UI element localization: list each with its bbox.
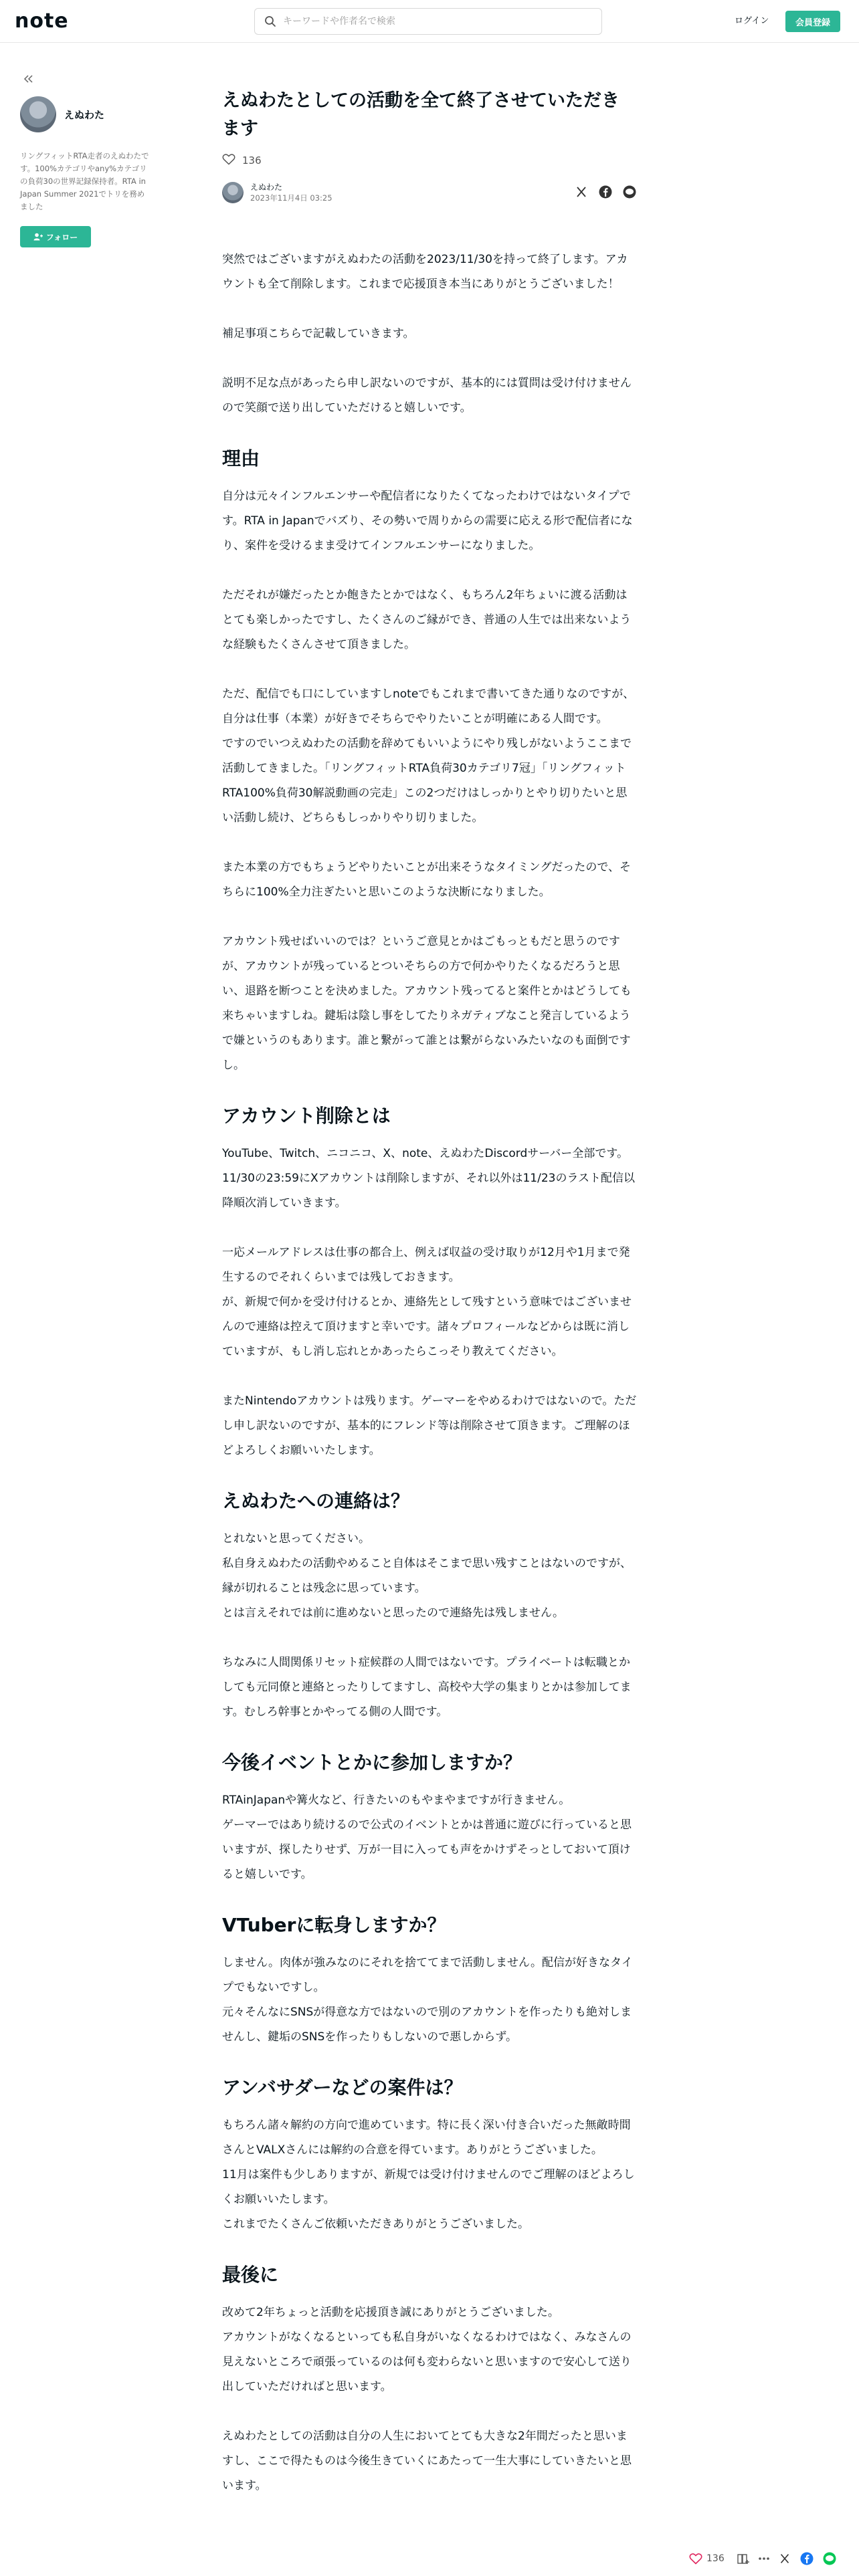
avatar[interactable]: [20, 96, 56, 132]
paragraph: 改めて2年ちょっと活動を応援頂き誠にありがとうございました。 アカウントがなくなるといっても私自身がいなくなるわけではなく、みなさんの見えないところで頑張っているのは何も変わらないと思いますので安心して送り出していただければと思います。: [222, 2306, 632, 2393]
site-header: [0, 0, 859, 43]
floating-like-button[interactable]: [689, 2553, 729, 2565]
paragraph: しません。肉体が強みなのにそれを捨ててまで活動しません。配信が好きなタイプでもないですし。 元々そんなにSNSが得意な方ではないので別のアカウントを作ったりも絶対しませんし、鍵垢のSNSを作ったりもしないので悪しからず。: [222, 1956, 633, 2044]
paragraph: 一応メールアドレスは仕事の都合上、例えば収益の受け取りが12月や1月まで発生するのでそれくらいまでは残しておきます。 が、新規で何かを受け付けるとか、連絡先として残すという意味ではございませんので連絡は控えて頂けますと幸いです。諸々プロフィールなどからは既に消していますが、もし消し忘れとかあったらこっそり教えてください。: [222, 1246, 632, 1358]
x-share-icon[interactable]: [778, 2552, 791, 2565]
follow-button[interactable]: [20, 226, 91, 247]
sidebar-author-name[interactable]: えぬわた: [64, 108, 105, 121]
section-heading: 理由: [222, 447, 260, 469]
paragraph: アカウント残せばいいのでは？というご意見とかはごもっともだと思うのですが、アカウントが残っているとついそちらの方で何かやりたくなるだろうと思い、退路を断つことを決めました。アカウント残ってると案件とかはどうしても来ちゃいますしね。鍵垢は陰し事をしてたりネガティブなこと発言しているようで嫌というのもあります。誰と繋がって誰とは繋がらないみたいなのも面倒ですし。: [222, 935, 632, 1072]
facebook-share-icon[interactable]: [598, 185, 613, 199]
login-button[interactable]: ログイン: [723, 11, 781, 32]
paragraph: 突然ではございますがえぬわたの活動を2023/11/30を持って終了します。アカウントも全て削除します。これまで応援頂き本当にありがとうございました！: [222, 253, 628, 291]
paragraph: また本業の方でもちょうどやりたいことが出来そうなタイミングだったので、そちらに100%全力注ぎたいと思いこのような決断になりました。: [222, 861, 631, 899]
avatar[interactable]: [222, 182, 244, 203]
signup-button[interactable]: 会員登録: [785, 11, 840, 32]
x-share-icon[interactable]: [574, 185, 589, 199]
facebook-share-icon[interactable]: [799, 2551, 814, 2566]
paragraph: ただ、配信でも口にしていますしnoteでもこれまで書いてきた通りなのですが、自分は仕事（本業）が好きでそちらでやりたいことが明確にある人間です。 ですのでいつえぬわたの活動を辞めてもいいようにやり残しがないようここまで活動してきました。「リングフィットRTA負荷30カテゴリ7冠」「リングフィットRTA100%負荷30解説動画の完走」この2つだけはしっかりとやり切りたいと思い活動し続け、どちらもしっかりやり切りました。: [222, 687, 635, 825]
paragraph: 説明不足な点があったら申し訳ないのですが、基本的には質問は受け付けませんので笑顔で送り出していただけると嬉しいです。: [222, 377, 632, 415]
line-share-icon[interactable]: [622, 185, 637, 199]
sidebar-author[interactable]: [20, 96, 104, 132]
paragraph: またNintendoアカウントは残ります。ゲーマーをやめるわけではないので。ただし申し訳ないのですが、基本的にフレンド等は削除させて頂きます。ご理解のほどよろしくお願いいたします。: [222, 1394, 637, 1457]
section-heading: えぬわたへの連絡は？: [222, 1490, 410, 1512]
like-count: 136: [242, 154, 262, 167]
likes-row: [222, 152, 637, 169]
floating-action-bar: [689, 2541, 859, 2576]
section-heading: アンバサダーなどの案件は？: [222, 2076, 463, 2099]
paragraph: えぬわたとしての活動は自分の人生においてとても大きな2年間だったと思いますし、ここで得たものは今後生きていくにあたって一生大事にしていきたいと思います。: [222, 2430, 632, 2492]
paragraph: YouTube、Twitch、ニコニコ、X、note、えぬわたDiscordサーバー全部です。 11/30の23:59にXアカウントは削除しますが、それ以外は11/23のラスト配信以降順次消していきます。: [222, 1147, 635, 1210]
line-share-icon[interactable]: [822, 2551, 837, 2566]
section-heading: 最後に: [222, 2264, 279, 2286]
search-input[interactable]: [283, 16, 591, 27]
author-description: リングフィットRTA走者のえぬわたです。100%カテゴリやany%カテゴリの負荷30の世界記録保持者。RTA in Japan Summer 2021でトリを務めました: [20, 151, 149, 211]
paragraph: ちなみに人間関係リセット症候群の人間ではないです。プライベートは転職とかしても元同僚と連絡とったりしてますし、高校や大学の集まりとかは参加してます。むしろ幹事とかやってる側の人間です。: [222, 1656, 632, 1719]
paragraph: 自分は元々インフルエンサーや配信者になりたくてなったわけではないタイプです。RTA in Japanでバズり、その勢いで周りからの需要に応える形で配信者になり、案件を受けるまま受けてインフルエンサーになりました。: [222, 490, 633, 552]
article-body: [222, 247, 637, 2498]
article-title: えぬわたとしての活動を全て終了させていただきます: [222, 90, 619, 139]
paragraph: 補足事項こちらで記載していきます。: [222, 327, 415, 340]
add-user-icon: [33, 233, 43, 241]
article: [222, 87, 637, 2523]
magazine-add-icon[interactable]: [737, 2552, 750, 2565]
follow-label: フォロー: [45, 232, 78, 242]
section-heading: 今後イベントとかに参加しますか？: [222, 1751, 522, 1774]
heart-icon[interactable]: [222, 153, 235, 168]
more-options-icon[interactable]: [758, 2557, 770, 2561]
section-heading: アカウント削除とは: [222, 1105, 391, 1127]
share-buttons: [574, 185, 637, 199]
search-box[interactable]: [254, 8, 602, 35]
paragraph: ただそれが嫌だったとか飽きたとかではなく、もちろん2年ちょいに渡る活動はとても楽しかったですし、たくさんのご縁ができ、普通の人生では出来ないような経験もたくさんさせて頂きました。: [222, 588, 632, 651]
paragraph: もちろん諸々解約の方向で進めています。特に長く深い付き合いだった無敵時間さんとVALXさんには解約の合意を得ています。ありがとうございました。 11月は案件も少しありますが、新規では受け付けませんのでご理解のほどよろしくお願いいたします。 これまでたくさんご依頼いただきありがとうございました。: [222, 2119, 635, 2231]
collapse-sidebar-icon[interactable]: [21, 72, 35, 86]
byline: [222, 179, 637, 206]
byline-author-name[interactable]: えぬわた: [250, 183, 283, 192]
publish-date: 2023年11月4日 03:25: [250, 193, 332, 203]
search-icon: [264, 15, 276, 27]
heart-icon: [689, 2553, 702, 2565]
note-logo[interactable]: note: [15, 9, 69, 33]
paragraph: とれないと思ってください。 私自身えぬわたの活動やめること自体はそこまで思い残すことはないのですが、縁が切れることは残念に思っています。 とは言えそれでは前に進めないと思ったので連絡先は残しません。: [222, 1532, 632, 1620]
paragraph: RTAinJapanや篝火など、行きたいのもやまやまですが行きません。 ゲーマーではあり続けるので公式のイベントとかは普通に遊びに行っていると思いますが、探したりせず、万が一目に入っても声をかけずそっとしておいて頂けると嬉しいです。: [222, 1794, 632, 1881]
floating-like-count: 136: [706, 2553, 725, 2564]
section-heading: VTuberに転身しますか？: [222, 1914, 446, 1936]
